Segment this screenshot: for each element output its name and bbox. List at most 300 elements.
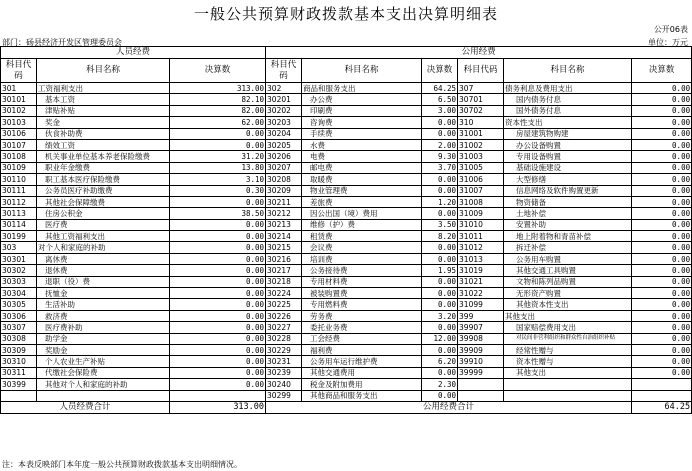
public-code-right: 39909 [458, 344, 504, 355]
public-amount: 3.00 [422, 105, 458, 116]
public-code-right: 31013 [458, 253, 504, 264]
table-row [1, 151, 692, 162]
public-code-right: 31010 [458, 219, 504, 230]
public-name: 手续费 [302, 128, 422, 139]
personnel-code: 301 [1, 83, 37, 94]
personnel-name: 救济费 [37, 310, 170, 321]
personnel-name: 津贴补贴 [37, 105, 170, 116]
personnel-amount: 0.00 [170, 299, 266, 310]
public-amount-right: 0.00 [632, 253, 692, 264]
public-amount: 9.30 [422, 151, 458, 162]
personnel-name: 对个人和家庭的补助 [37, 242, 170, 253]
personnel-amount: 0.00 [170, 265, 266, 276]
public-code-right: 31001 [458, 128, 504, 139]
public-name: 工会经费 [302, 333, 422, 344]
col-amount: 决算数 [170, 59, 266, 83]
personnel-code: 30311 [1, 367, 37, 378]
table-row [1, 94, 692, 105]
public-name-right: 国家赔偿费用支出 [504, 322, 632, 333]
public-amount: 1.95 [422, 265, 458, 276]
public-amount: 6.20 [422, 356, 458, 367]
table-row [1, 253, 692, 264]
table-row [1, 83, 692, 94]
public-amount-right: 0.00 [632, 139, 692, 150]
public-code-right: 399 [458, 310, 504, 321]
public-amount: 0.00 [422, 117, 458, 128]
public-name: 水费 [302, 139, 422, 150]
public-amount: 2.00 [422, 139, 458, 150]
public-name-right: 房屋建筑物购建 [504, 128, 632, 139]
public-code-right: 39908 [458, 333, 504, 344]
public-amount-right: 0.00 [632, 83, 692, 94]
public-amount-right: 0.00 [632, 310, 692, 321]
personnel-name: 退职（役）费 [37, 276, 170, 287]
col-name: 科目名称 [302, 59, 422, 83]
public-code-right: 31012 [458, 242, 504, 253]
personnel-code: 30108 [1, 151, 37, 162]
public-name-right: 土地补偿 [504, 208, 632, 219]
public-code-right [458, 390, 504, 401]
personnel-name: 工资福利支出 [37, 83, 170, 94]
public-amount: 0.00 [422, 174, 458, 185]
personnel-amount: 0.00 [170, 196, 266, 207]
public-name: 公务用车运行维护费 [302, 356, 422, 367]
public-name: 维修（护）费 [302, 219, 422, 230]
personnel-amount: 0.30 [170, 185, 266, 196]
personnel-amount: 0.00 [170, 231, 266, 242]
personnel-amount: 38.50 [170, 208, 266, 219]
personnel-code: 30309 [1, 344, 37, 355]
public-amount: 0.00 [422, 276, 458, 287]
personnel-code: 30310 [1, 356, 37, 367]
personnel-amount: 82.10 [170, 94, 266, 105]
personnel-code: 30306 [1, 310, 37, 321]
public-name-right: 资本性赠与 [504, 356, 632, 367]
public-code: 30207 [266, 162, 302, 173]
public-amount-right: 0.00 [632, 231, 692, 242]
form-code: 公开06表 [653, 25, 688, 34]
public-code: 30239 [266, 367, 302, 378]
public-code: 30202 [266, 105, 302, 116]
public-name-right: 地上附着物和青苗补偿 [504, 231, 632, 242]
personnel-code: 30113 [1, 208, 37, 219]
public-amount-right: 0.00 [632, 151, 692, 162]
personnel-name: 抚恤金 [37, 288, 170, 299]
table-row [1, 128, 692, 139]
personnel-name: 公务员医疗补助缴费 [37, 185, 170, 196]
public-name-right: 国内债务付息 [504, 94, 632, 105]
public-name-right [504, 390, 632, 401]
personnel-amount: 0.00 [170, 288, 266, 299]
public-amount: 0.00 [422, 185, 458, 196]
public-name-right: 专用设备购置 [504, 151, 632, 162]
public-amount-right [632, 390, 692, 401]
table-row [1, 310, 692, 321]
personnel-name: 其他对个人和家庭的补助 [37, 379, 170, 390]
unit-label: 单位：万元 [648, 38, 688, 47]
public-amount-right: 0.00 [632, 242, 692, 253]
personnel-code [1, 390, 37, 401]
personnel-name: 绩效工资 [37, 139, 170, 150]
public-code: 30216 [266, 253, 302, 264]
personnel-amount: 313.00 [170, 83, 266, 94]
public-name: 物业管理费 [302, 185, 422, 196]
public-name-right: 基础设施建设 [504, 162, 632, 173]
public-code-right: 31005 [458, 162, 504, 173]
public-amount-right: 0.00 [632, 162, 692, 173]
personnel-code: 303 [1, 242, 37, 253]
table-row [1, 105, 692, 116]
public-amount: 1.20 [422, 196, 458, 207]
public-code: 30217 [266, 265, 302, 276]
personnel-code: 30199 [1, 231, 37, 242]
public-code: 30227 [266, 322, 302, 333]
public-amount-right: 0.00 [632, 344, 692, 355]
public-code: 30209 [266, 185, 302, 196]
public-code-right: 31007 [458, 185, 504, 196]
public-name-right: 物资储备 [504, 196, 632, 207]
public-code: 30228 [266, 333, 302, 344]
public-amount: 0.00 [422, 322, 458, 333]
public-amount-right: 0.00 [632, 196, 692, 207]
public-code-right: 31009 [458, 208, 504, 219]
public-name: 印刷费 [302, 105, 422, 116]
public-amount: 12.00 [422, 333, 458, 344]
public-name-right: 文物和陈列品购置 [504, 276, 632, 287]
personnel-amount: 0.00 [170, 367, 266, 378]
personnel-code: 30301 [1, 253, 37, 264]
public-total-amount: 64.25 [632, 401, 692, 413]
table-row [1, 276, 692, 287]
public-name-right: 大型修缮 [504, 174, 632, 185]
personnel-code: 30102 [1, 105, 37, 116]
public-amount-right: 0.00 [632, 117, 692, 128]
public-name-right: 拆迁补偿 [504, 242, 632, 253]
public-amount: 0.00 [422, 288, 458, 299]
public-name: 税金及附加费用 [302, 379, 422, 390]
personnel-name: 其他社会保障缴费 [37, 196, 170, 207]
public-code-right: 39907 [458, 322, 504, 333]
personnel-amount: 0.00 [170, 356, 266, 367]
personnel-name: 伙食补助费 [37, 128, 170, 139]
personnel-total-amount: 313.00 [170, 401, 266, 413]
public-name: 公务接待费 [302, 265, 422, 276]
personnel-name: 职业年金缴费 [37, 162, 170, 173]
public-name: 商品和服务支出 [302, 83, 422, 94]
col-name: 科目名称 [504, 59, 632, 83]
header-row-groups [1, 47, 692, 59]
page-title: 一般公共预算财政拨款基本支出决算明细表 [193, 5, 498, 23]
personnel-name: 基本工资 [37, 94, 170, 105]
personnel-amount: 0.00 [170, 322, 266, 333]
table-row [1, 208, 692, 219]
personnel-amount: 31.20 [170, 151, 266, 162]
table-row [1, 231, 692, 242]
public-code: 30240 [266, 379, 302, 390]
public-amount-right: 0.00 [632, 276, 692, 287]
public-header: 公用经费 [266, 47, 692, 59]
table-row [1, 265, 692, 276]
personnel-name: 职工基本医疗保险缴费 [37, 174, 170, 185]
expenditure-table [0, 46, 692, 414]
table-row [1, 390, 692, 401]
public-amount: 3.50 [422, 219, 458, 230]
public-name: 培训费 [302, 253, 422, 264]
table-row [1, 174, 692, 185]
table-row [1, 299, 692, 310]
personnel-amount: 0.00 [170, 379, 266, 390]
personnel-amount: 62.00 [170, 117, 266, 128]
personnel-name: 机关事业单位基本养老保险缴费 [37, 151, 170, 162]
personnel-amount: 0.00 [170, 310, 266, 321]
personnel-name: 奖励金 [37, 344, 170, 355]
public-name: 差旅费 [302, 196, 422, 207]
personnel-amount: 82.00 [170, 105, 266, 116]
public-code: 30213 [266, 219, 302, 230]
personnel-name: 住房公积金 [37, 208, 170, 219]
personnel-code: 30103 [1, 117, 37, 128]
public-code-right: 39999 [458, 367, 504, 378]
personnel-name: 助学金 [37, 333, 170, 344]
public-code: 30204 [266, 128, 302, 139]
table-row [1, 196, 692, 207]
table-row [1, 139, 692, 150]
public-code: 30214 [266, 231, 302, 242]
public-amount: 0.00 [422, 299, 458, 310]
personnel-total-label: 人员经费合计 [1, 401, 170, 413]
personnel-code: 30302 [1, 265, 37, 276]
personnel-amount: 0.00 [170, 219, 266, 230]
public-code: 30201 [266, 94, 302, 105]
personnel-amount: 0.00 [170, 276, 266, 287]
public-code-right: 310 [458, 117, 504, 128]
public-code-right [458, 379, 504, 390]
public-name-right: 资本性支出 [504, 117, 632, 128]
personnel-amount: 3.10 [170, 174, 266, 185]
public-name-right: 经常性赠与 [504, 344, 632, 355]
personnel-name: 奖金 [37, 117, 170, 128]
personnel-amount: 0.00 [170, 344, 266, 355]
personnel-code: 30106 [1, 128, 37, 139]
public-code-right: 30702 [458, 105, 504, 116]
public-code: 30225 [266, 299, 302, 310]
public-amount: 3.20 [422, 310, 458, 321]
public-code-right: 31003 [458, 151, 504, 162]
col-amount: 决算数 [632, 59, 692, 83]
public-name-right: 对民间非营利组织和群众性自治组织补贴 [504, 333, 632, 344]
table-row [1, 356, 692, 367]
public-name: 其他商品和服务支出 [302, 390, 422, 401]
public-code: 30229 [266, 344, 302, 355]
public-amount-right: 0.00 [632, 299, 692, 310]
public-amount: 0.00 [422, 367, 458, 378]
personnel-name [37, 390, 170, 401]
public-code-right: 31011 [458, 231, 504, 242]
public-name-right: 信息网络及软件购置更新 [504, 185, 632, 196]
public-code: 30231 [266, 356, 302, 367]
public-amount-right: 0.00 [632, 288, 692, 299]
public-name-right: 办公设备购置 [504, 139, 632, 150]
table-row [1, 322, 692, 333]
public-code-right: 31022 [458, 288, 504, 299]
personnel-name: 个人农业生产补贴 [37, 356, 170, 367]
public-code: 30205 [266, 139, 302, 150]
public-amount: 6.50 [422, 94, 458, 105]
public-code-right: 31008 [458, 196, 504, 207]
public-amount-right: 0.00 [632, 105, 692, 116]
public-amount: 64.25 [422, 83, 458, 94]
table-row [1, 117, 692, 128]
public-code: 30208 [266, 174, 302, 185]
public-amount: 0.00 [422, 208, 458, 219]
public-code: 30206 [266, 151, 302, 162]
public-code-right: 31002 [458, 139, 504, 150]
public-name-right: 公务用车购置 [504, 253, 632, 264]
public-code: 30226 [266, 310, 302, 321]
personnel-amount: 0.00 [170, 139, 266, 150]
public-code-right: 307 [458, 83, 504, 94]
personnel-name: 代缴社会保险费 [37, 367, 170, 378]
public-name: 劳务费 [302, 310, 422, 321]
public-name-right: 其他支出 [504, 310, 632, 321]
col-code: 科目代码 [458, 59, 504, 83]
public-name-right: 无形资产购置 [504, 288, 632, 299]
public-amount: 8.20 [422, 231, 458, 242]
public-amount-right: 0.00 [632, 322, 692, 333]
personnel-code: 30308 [1, 333, 37, 344]
public-name: 办公费 [302, 94, 422, 105]
public-amount-right: 0.00 [632, 128, 692, 139]
public-amount: 3.70 [422, 162, 458, 173]
footnote: 注：本表反映部门本年度一般公共预算财政拨款基本支出明细情况。 [2, 460, 242, 469]
personnel-code: 30114 [1, 219, 37, 230]
department-label: 部门：砀县经济开发区管理委员会 [2, 38, 122, 47]
public-amount-right: 0.00 [632, 208, 692, 219]
public-amount-right: 0.00 [632, 356, 692, 367]
personnel-code: 30307 [1, 322, 37, 333]
public-total-label: 公用经费合计 [266, 401, 632, 413]
personnel-amount [170, 390, 266, 401]
table-row [1, 344, 692, 355]
public-amount: 0.00 [422, 242, 458, 253]
table-row [1, 367, 692, 378]
col-code: 科目代码 [266, 59, 302, 83]
public-name-right: 安置补助 [504, 219, 632, 230]
personnel-amount: 0.00 [170, 128, 266, 139]
public-code-right: 30701 [458, 94, 504, 105]
personnel-code: 30109 [1, 162, 37, 173]
personnel-name: 离休费 [37, 253, 170, 264]
public-name: 福利费 [302, 344, 422, 355]
public-name-right: 其他资本性支出 [504, 299, 632, 310]
table-row [1, 333, 692, 344]
public-name: 租赁费 [302, 231, 422, 242]
public-amount-right: 0.00 [632, 367, 692, 378]
public-name: 电费 [302, 151, 422, 162]
public-code: 30215 [266, 242, 302, 253]
col-amount: 决算数 [422, 59, 458, 83]
public-code: 30212 [266, 208, 302, 219]
personnel-code: 30101 [1, 94, 37, 105]
public-name: 咨询费 [302, 117, 422, 128]
public-code: 30299 [266, 390, 302, 401]
public-amount: 0.00 [422, 390, 458, 401]
personnel-code: 30303 [1, 276, 37, 287]
table-row [1, 379, 692, 390]
public-name: 其他交通费用 [302, 367, 422, 378]
public-amount: 2.30 [422, 379, 458, 390]
table-row [1, 242, 692, 253]
public-name: 取暖费 [302, 174, 422, 185]
personnel-header: 人员经费 [1, 47, 266, 59]
public-name-right: 国外债务付息 [504, 105, 632, 116]
public-name: 专用材料费 [302, 276, 422, 287]
col-code: 科目代码 [1, 59, 37, 83]
public-code-right: 31019 [458, 265, 504, 276]
public-name: 会议费 [302, 242, 422, 253]
totals-row [1, 401, 692, 413]
public-name-right [504, 379, 632, 390]
public-code: 30218 [266, 276, 302, 287]
personnel-amount: 0.00 [170, 333, 266, 344]
personnel-code: 30107 [1, 139, 37, 150]
col-name: 科目名称 [37, 59, 170, 83]
table-row [1, 162, 692, 173]
personnel-code: 30111 [1, 185, 37, 196]
personnel-code: 30304 [1, 288, 37, 299]
personnel-name: 生活补助 [37, 299, 170, 310]
personnel-amount: 0.00 [170, 253, 266, 264]
personnel-code: 30112 [1, 196, 37, 207]
table-row [1, 288, 692, 299]
public-amount-right: 0.00 [632, 219, 692, 230]
public-code-right: 31006 [458, 174, 504, 185]
public-name: 专用燃料费 [302, 299, 422, 310]
personnel-amount: 13.80 [170, 162, 266, 173]
public-code-right: 39910 [458, 356, 504, 367]
public-code: 30224 [266, 288, 302, 299]
public-amount: 0.00 [422, 128, 458, 139]
public-code-right: 31021 [458, 276, 504, 287]
public-amount-right: 0.00 [632, 174, 692, 185]
personnel-name: 医疗费补助 [37, 322, 170, 333]
personnel-name: 其他工资福利支出 [37, 231, 170, 242]
public-name: 因公出国（境）费用 [302, 208, 422, 219]
public-name-right: 债务利息及费用支出 [504, 83, 632, 94]
public-amount: 0.00 [422, 344, 458, 355]
personnel-code: 30399 [1, 379, 37, 390]
public-amount: 0.00 [422, 253, 458, 264]
public-amount-right: 0.00 [632, 185, 692, 196]
public-name-right: 其他支出 [504, 367, 632, 378]
table-row [1, 219, 692, 230]
public-name: 委托业务费 [302, 322, 422, 333]
public-code: 302 [266, 83, 302, 94]
public-code: 30211 [266, 196, 302, 207]
personnel-name: 退休费 [37, 265, 170, 276]
public-name: 邮电费 [302, 162, 422, 173]
public-amount-right [632, 379, 692, 390]
public-name: 被装购置费 [302, 288, 422, 299]
personnel-name: 医疗费 [37, 219, 170, 230]
table-row [1, 185, 692, 196]
public-amount-right: 0.00 [632, 333, 692, 344]
public-code-right: 31099 [458, 299, 504, 310]
personnel-code: 30110 [1, 174, 37, 185]
public-amount-right: 0.00 [632, 94, 692, 105]
public-amount-right: 0.00 [632, 265, 692, 276]
personnel-amount: 0.00 [170, 242, 266, 253]
